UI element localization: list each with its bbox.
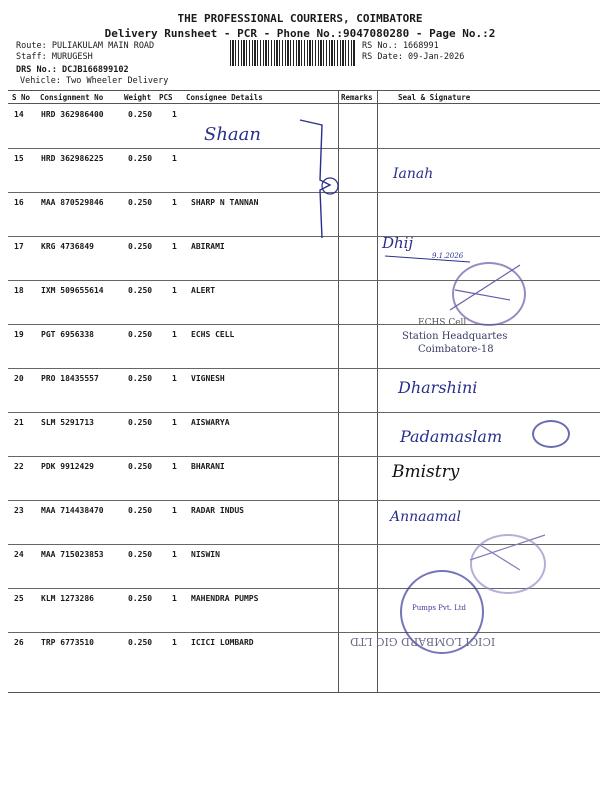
stamp-row-19-line1: ECHS Cell [418,318,467,328]
row-weight: 0.250 [128,154,153,163]
col-consignee: Consignee Details [186,93,263,102]
signature-row-20: Dharshini [398,378,478,397]
row-pcs: 1 [172,374,177,383]
row-consignee: ECHS CELL [191,330,235,339]
row-pcs: 1 [172,550,177,559]
row-weight: 0.250 [128,462,153,471]
seal-row-24 [470,534,546,594]
row-consignee: SHARP N TANNAN [191,198,259,207]
stamp-row-19-line2: Station Headquartes [402,331,508,342]
signature-row-17: Dhij [382,234,414,252]
row-weight: 0.250 [128,418,153,427]
row-pcs: 1 [172,462,177,471]
row-sno: 18 [14,286,24,295]
rs-date: RS Date: 09-Jan-2026 [362,52,465,62]
consignee-signature: Shaan [204,124,261,145]
staff-label: Staff: MURUGESH [16,52,93,62]
row-consignment-no: PDK 9912429 [41,462,94,471]
company-title: THE PROFESSIONAL COURIERS, COIMBATORE [177,12,423,25]
row-pcs: 1 [172,242,177,251]
bracket-circle [322,178,338,194]
runsheet-subtitle: Delivery Runsheet - PCR - Phone No.:9047080280 - Page No.:2 [104,27,496,40]
rs-number: RS No.: 1668991 [362,41,439,51]
row-weight: 0.250 [128,594,153,603]
row-consignee: ICICI LOMBARD [191,638,254,647]
row-sno: 20 [14,374,24,383]
row-pcs: 1 [172,418,177,427]
signature-row-23: Annaamal [390,509,461,525]
row-consignment-no: PRO 18435557 [41,374,99,383]
row-consignment-no: HRD 362986225 [41,154,104,163]
row-consignment-no: MAA 715023853 [41,550,104,559]
row-consignment-no: MAA 870529846 [41,198,104,207]
row-sno: 14 [14,110,24,119]
row-consignee: BHARANI [191,462,225,471]
row-pcs: 1 [172,506,177,515]
row-sno: 15 [14,154,24,163]
row-weight: 0.250 [128,374,153,383]
row-pcs: 1 [172,198,177,207]
signature-row-22: Bmistry [392,462,460,482]
stamp-row-19-line3: Coimbatore-18 [418,344,494,355]
row-pcs: 1 [172,110,177,119]
row-consignment-no: IXM 509655614 [41,286,104,295]
seal-row-25-text: Pumps Pvt. Ltd [412,604,467,612]
row-consignment-no: SLM 5291713 [41,418,94,427]
row-weight: 0.250 [128,286,153,295]
seal-row-18 [452,262,526,326]
row-consignee: ABIRAMI [191,242,225,251]
row-consignee: VIGNESH [191,374,225,383]
row-weight: 0.250 [128,550,153,559]
row-consignment-no: TRP 6773510 [41,638,94,647]
drs-number: DRS No.: DCJB166899102 [16,65,129,75]
signature-row-15: Ianah [393,166,434,182]
row-consignment-no: KRG 4736849 [41,242,94,251]
row-consignment-no: PGT 6956338 [41,330,94,339]
col-sno: S No [12,93,31,102]
row-consignment-no: HRD 362986400 [41,110,104,119]
row-sno: 16 [14,198,24,207]
row-weight: 0.250 [128,242,153,251]
row-consignee: NISWIN [191,550,220,559]
row-sno: 17 [14,242,24,251]
row-weight: 0.250 [128,638,153,647]
row-sno: 26 [14,638,24,647]
row-consignee: AISWARYA [191,418,230,427]
row-sno: 23 [14,506,24,515]
vehicle-label: Vehicle: Two Wheeler Delivery [20,76,169,86]
initials-circle-row-21 [532,420,570,448]
row-weight: 0.250 [128,506,153,515]
row-sno: 24 [14,550,24,559]
row-consignee: ALERT [191,286,216,295]
row-consignee: MAHENDRA PUMPS [191,594,259,603]
col-seal: Seal & Signature [398,93,471,102]
row-sno: 19 [14,330,24,339]
stamp-row-26: ICICI LOMBARD GIC LTD [350,635,496,648]
row-pcs: 1 [172,154,177,163]
col-pcs: PCS [159,93,173,102]
row-pcs: 1 [172,330,177,339]
signature-row-17-date: 9.1.2026 [432,252,464,260]
route-label: Route: PULIAKULAM MAIN ROAD [16,41,155,51]
row-weight: 0.250 [128,198,153,207]
row-weight: 0.250 [128,110,153,119]
row-sno: 22 [14,462,24,471]
col-remarks: Remarks [341,93,373,102]
row-weight: 0.250 [128,330,153,339]
row-pcs: 1 [172,286,177,295]
row-consignment-no: KLM 1273286 [41,594,94,603]
col-weight: Weight [124,93,152,102]
row-consignment-no: MAA 714438470 [41,506,104,515]
row-pcs: 1 [172,594,177,603]
signature-row-21: Padamaslam [400,427,503,446]
row-consignee: RADAR INDUS [191,506,244,515]
col-consignment: Consignment No [40,93,104,102]
row-sno: 21 [14,418,24,427]
row-pcs: 1 [172,638,177,647]
row-sno: 25 [14,594,24,603]
